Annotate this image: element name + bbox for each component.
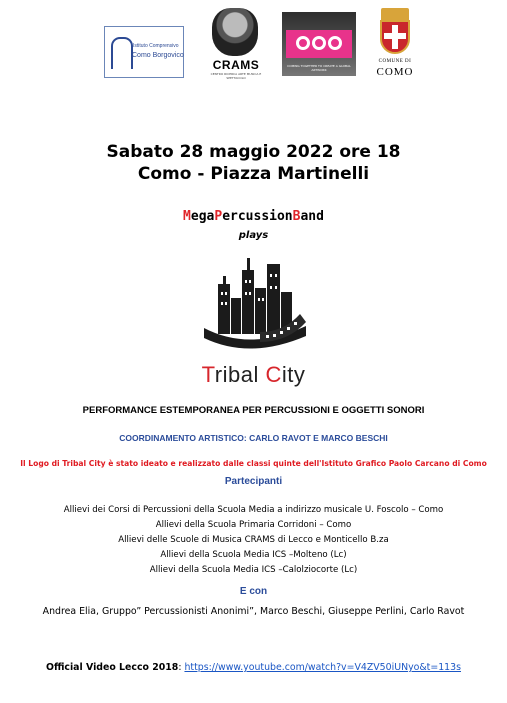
istituto-line1: Istituto Comprensivo	[133, 43, 179, 49]
arch-icon	[111, 37, 133, 69]
video-link[interactable]: https://www.youtube.com/watch?v=V4ZV50iUNyo&t=113s	[184, 662, 461, 673]
participant-item: Allievi della Scuola Primaria Corridoni – Como	[155, 520, 352, 530]
with-heading: E con	[239, 586, 268, 597]
participant-item: Allievi della Scuola Media ICS –Calolziocorte (Lc)	[149, 565, 358, 575]
performance-title: PERFORMANCE ESTEMPORANEA PER PERCUSSIONI E OGGETTI SONORI	[82, 405, 425, 416]
plays-label: plays	[238, 230, 269, 241]
event-place: Como - Piazza Martinelli	[137, 164, 370, 184]
crams-subtitle: CENTRO RICERCA ARTE MUSICA E SPETTACOLO	[210, 72, 262, 80]
participant-item: Allievi delle Scuole di Musica CRAMS di Lecco e Monticello B.za	[118, 535, 389, 545]
comune-line2: COMO	[376, 66, 414, 78]
video-line: Official Video Lecco 2018: https://www.youtube.com/watch?v=V4ZV50iUNyo&t=113s	[45, 662, 461, 673]
rings-logo	[282, 12, 356, 76]
crams-name: CRAMS	[212, 58, 260, 72]
crown-icon	[381, 8, 409, 20]
istituto-line2: Como Borgovico	[132, 52, 184, 59]
participant-item: Allievi della Scuola Media ICS –Molteno (Lc)	[160, 550, 347, 560]
rings-caption: COMING TOGETHER TO CREATE A GLOBAL ARTWORK	[287, 64, 351, 72]
tribal-city-wordmark: Tribal City	[201, 362, 306, 387]
participants-heading: Partecipanti	[224, 476, 283, 487]
tribal-city-skyline-icon	[200, 252, 310, 360]
crams-logo	[202, 8, 270, 80]
artistic-coordination: COORDINAMENTO ARTISTICO: CARLO RAVOT E MARCO BESCHI	[119, 433, 388, 443]
logo-strip	[0, 6, 507, 82]
ring-icon	[328, 36, 342, 50]
logo-credit-note: Il Logo di Tribal City è stato ideato e realizzato dalle classi quinte dell'Istituto Grafico Paolo Carcano di Como	[20, 459, 487, 468]
ring-icon	[296, 36, 310, 50]
participant-item: Allievi dei Corsi di Percussioni della Scuola Media a indirizzo musicale U. Foscolo – Como	[63, 505, 444, 515]
with-names: Andrea Elia, Gruppo” Percussionisti Anonimi”, Marco Beschi, Giuseppe Perlini, Carlo Ravot	[42, 606, 465, 617]
portrait-icon	[212, 8, 258, 56]
comune-line1: COMUNE DI	[378, 59, 412, 64]
video-label: Official Video Lecco 2018	[45, 662, 179, 673]
ring-icon	[312, 36, 326, 50]
band-name: MegaPercussionBand	[183, 209, 324, 224]
istituto-comprensivo-logo	[104, 26, 184, 78]
event-date: Sabato 28 maggio 2022 ore 18	[106, 142, 401, 162]
comune-di-como-crest	[371, 6, 419, 82]
